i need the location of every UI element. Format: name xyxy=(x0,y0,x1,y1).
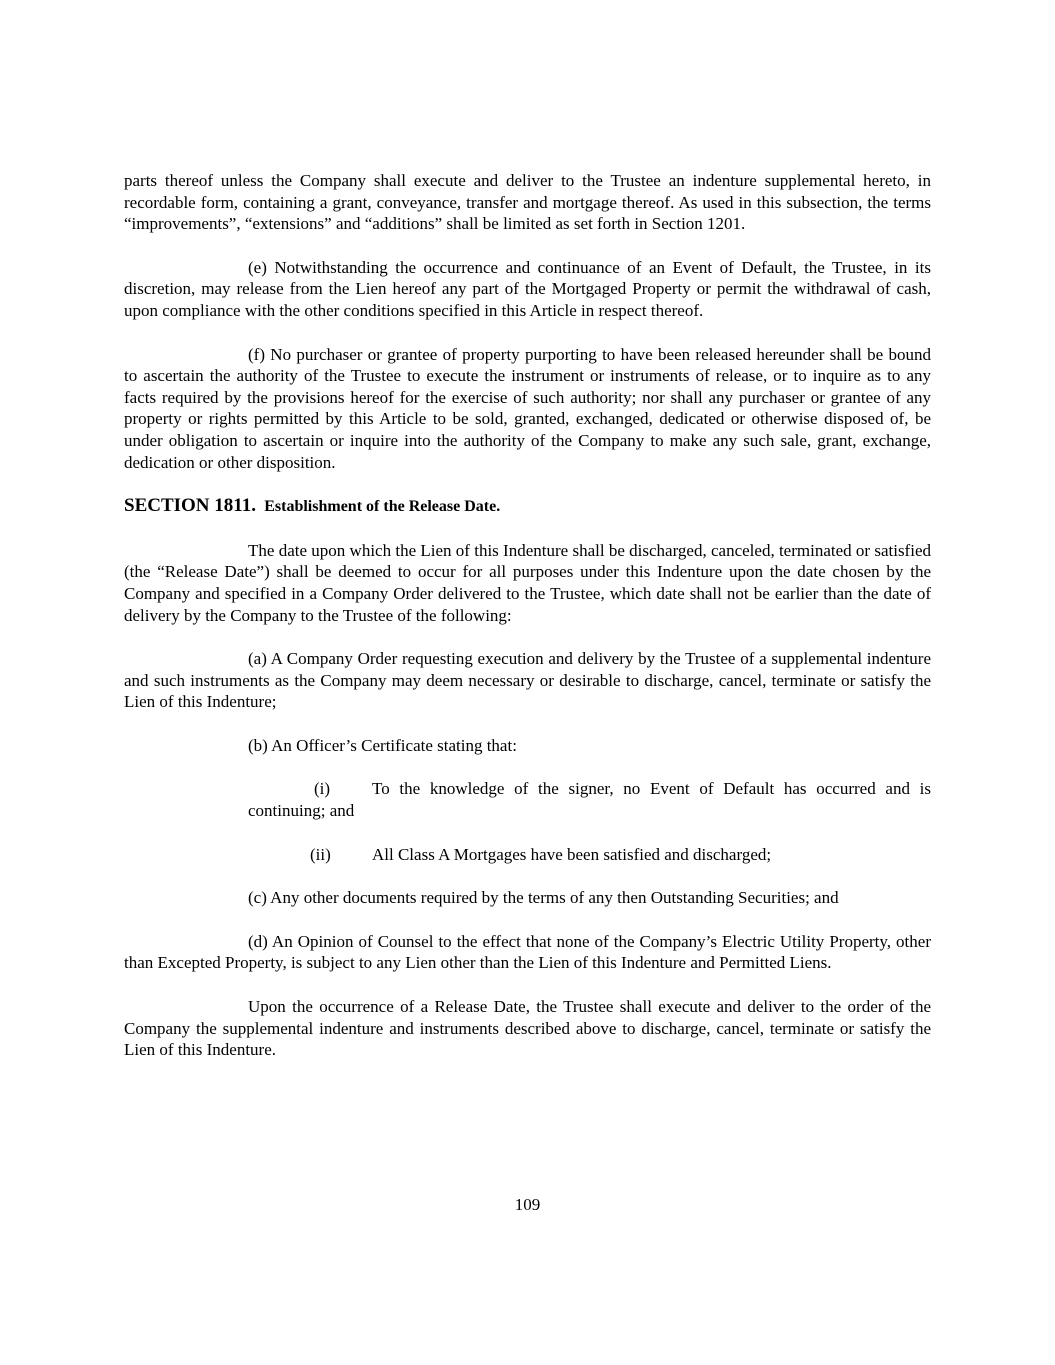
closing-paragraph: Upon the occurrence of a Release Date, the Trustee shall execute and deliver to the order of the Company the supplemental indenture and instruments described above to discharge, cancel, terminate or satisfy the Lien of this Indenture. xyxy=(124,997,931,1060)
item-a: (a) A Company Order requesting execution and delivery by the Trustee of a supplemental indenture and such instruments as the Company may deem necessary or desirable to discharge, cancel, terminate or satisfy the Lien of this Indenture; xyxy=(124,649,931,712)
section-intro: The date upon which the Lien of this Indenture shall be discharged, canceled, terminated or satisfied (the “Release Date”) shall be deemed to occur for all purposes under this Indenture upon the date chosen by the Company and specified in a Company Order delivered to the Trustee, which date shall not be earlier than the date of delivery by the Company to the Trustee of the following: xyxy=(124,540,931,625)
item-b-ii-number: (ii) xyxy=(310,844,331,864)
item-b-ii-text: All Class A Mortgages have been satisfied and discharged; xyxy=(372,844,772,864)
section-title: Establishment of the Release Date. xyxy=(264,498,501,516)
item-c: (c) Any other documents required by the terms of any then Outstanding Securities; and xyxy=(248,888,839,908)
item-b: (b) An Officer’s Certificate stating that: xyxy=(248,735,517,755)
item-b-i xyxy=(248,778,931,821)
paragraph-e: (e) Notwithstanding the occurrence and continuance of an Event of Default, the Trustee, in its discretion, may release from the Lien hereof any part of the Mortgaged Property or permit the withdrawal of cash, upon compliance with the other conditions specified in this Article in respect thereof. xyxy=(124,257,931,320)
paragraph-f: (f) No purchaser or grantee of property purporting to have been released hereunder shall be bound to ascertain the authority of the Trustee to execute the instrument or instruments of release, or to inquire as to any facts required by the provisions hereof for the exercise of such authority; nor shall any purchaser or grantee of any property or rights permitted by this Article to be sold, granted, exchanged, dedicated or otherwise disposed of, be under obligation to ascertain or inquire into the authority of the Company to make any such sale, grant, exchange, dedication or other disposition. xyxy=(124,344,931,472)
item-b-ii xyxy=(248,844,931,866)
section-heading xyxy=(124,495,931,518)
item-d: (d) An Opinion of Counsel to the effect that none of the Company’s Electric Utility Property, other than Excepted Property, is subject to any Lien other than the Lien of this Indenture and Permitted Liens. xyxy=(124,931,931,973)
section-number: SECTION 1811. xyxy=(124,495,256,517)
item-b-i-text-line1: To the knowledge of the signer, no Event of Default has occurred and is xyxy=(372,779,931,799)
item-b-i-number: (i) xyxy=(314,779,331,799)
paragraph-continuation: parts thereof unless the Company shall execute and deliver to the Trustee an indenture supplemental hereto, in recordable form, containing a grant, conveyance, transfer and mortgage thereof. As used in this subsection, the terms “improvements”, “extensions” and “additions” shall be limited as set forth in Section 1201. xyxy=(124,171,931,234)
document-page xyxy=(124,170,931,1083)
page-number: 109 xyxy=(514,1195,541,1214)
item-b-i-text-line2: continuing; and xyxy=(248,801,355,821)
